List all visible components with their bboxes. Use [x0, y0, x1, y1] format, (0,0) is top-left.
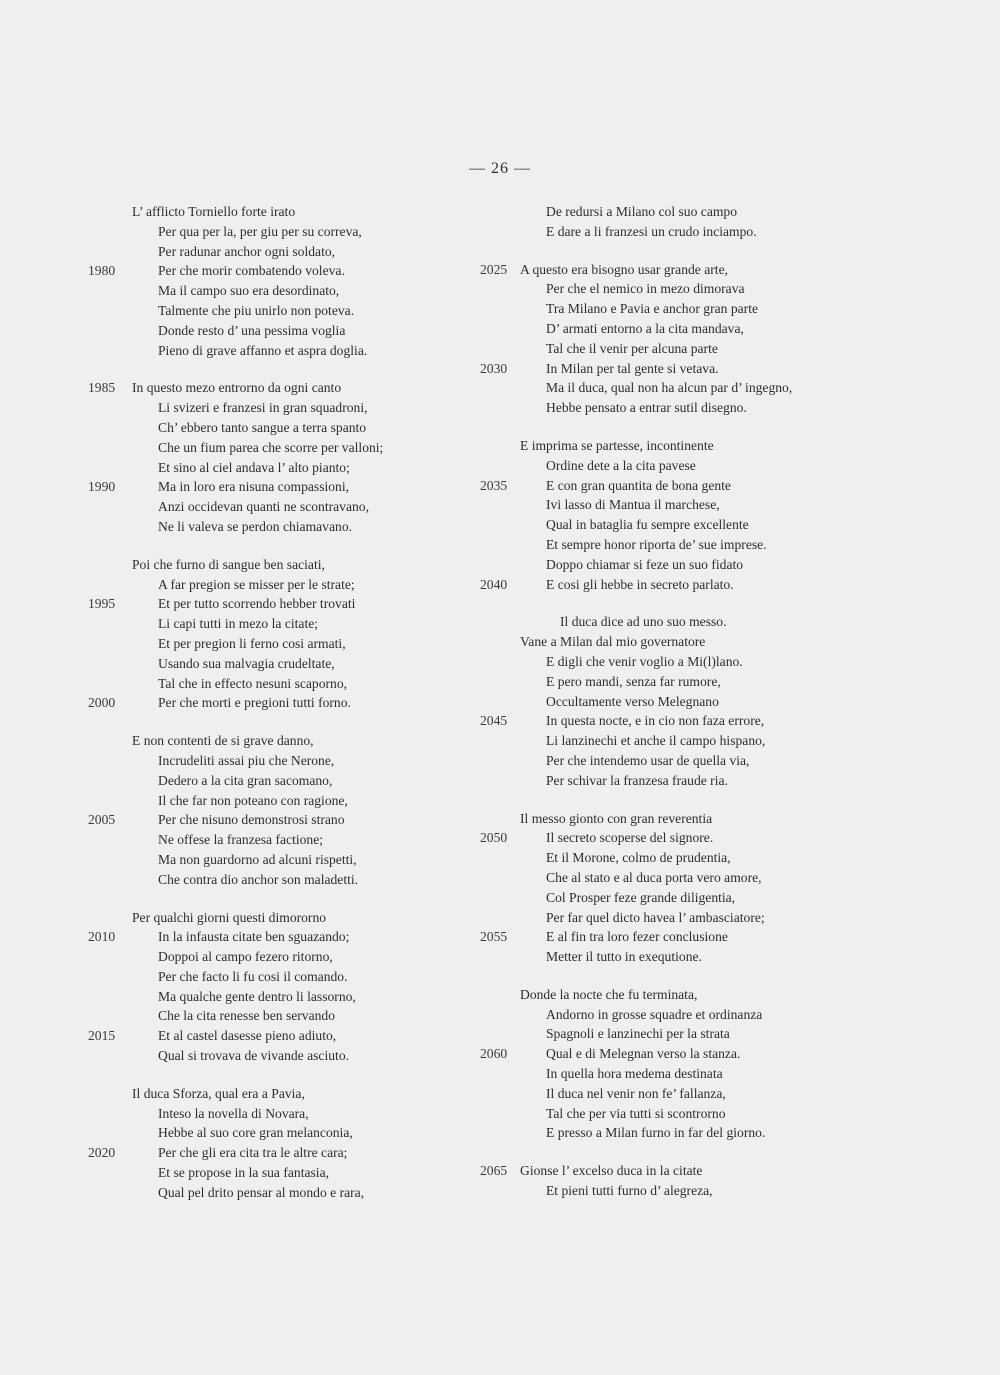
verse-text: In la infausta citate ben sguazando; — [158, 929, 350, 945]
line-number: 2040 — [480, 576, 508, 592]
verse-text: Metter il tutto in exequtione. — [546, 949, 702, 965]
verse-line — [520, 751, 860, 771]
line-number: 2045 — [480, 713, 508, 729]
verse-line — [520, 632, 860, 652]
line-number: 1980 — [88, 263, 116, 279]
verse-text: Et al castel dasesse pieno adiuto, — [158, 1028, 337, 1044]
line-number: 2060 — [480, 1046, 508, 1062]
line-number: 2050 — [480, 830, 508, 846]
verse-line — [132, 202, 462, 222]
verse-line — [520, 398, 860, 418]
verse-text: In questo mezo entrorno da ogni canto — [132, 380, 342, 396]
verse-line — [132, 1046, 462, 1066]
verse-text: Inteso la novella di Novara, — [158, 1105, 309, 1121]
verse-text: Il duca nel venir non fe’ fallanza, — [546, 1085, 726, 1101]
verse-text: Per qualchi giorni questi dimororno — [132, 909, 327, 925]
line-number: 2035 — [480, 477, 508, 493]
verse-line — [88, 1143, 462, 1163]
line-number: 2065 — [480, 1163, 508, 1179]
verse-text: Che la cita renesse ben servando — [158, 1008, 336, 1024]
stanza — [88, 1084, 462, 1203]
verse-line — [520, 339, 860, 359]
verse-line — [88, 477, 462, 497]
verse-line — [132, 987, 462, 1007]
verse-text: E con gran quantita de bona gente — [546, 477, 731, 493]
verse-line — [132, 791, 462, 811]
verse-line — [480, 1044, 860, 1064]
line-number: 2055 — [480, 929, 508, 945]
stanza — [480, 809, 860, 967]
verse-line — [132, 242, 462, 262]
verse-line — [480, 1161, 860, 1181]
verse-line — [520, 222, 860, 242]
line-number: 2025 — [480, 261, 508, 277]
verse-line — [132, 497, 462, 517]
verse-text: Che contra dio anchor son maladetti. — [158, 871, 359, 887]
verse-text: Hebbe pensato a entrar sutil disegno. — [546, 400, 747, 416]
verse-line — [520, 555, 860, 575]
verse-text: Vane a Milan dal mio governatore — [520, 634, 706, 650]
verse-line — [520, 908, 860, 928]
verse-line — [520, 652, 860, 672]
verse-text: Et per pregion li ferno cosi armati, — [158, 635, 346, 651]
verse-text: Per che morti e pregioni tutti forno. — [158, 695, 351, 711]
verse-line — [480, 359, 860, 379]
verse-text: Spagnoli e lanzinechi per la strata — [546, 1026, 730, 1042]
stanza — [88, 378, 462, 536]
verse-text: Qual si trovava de vivande asciuto. — [158, 1048, 350, 1064]
verse-line — [132, 222, 462, 242]
verse-line — [132, 398, 462, 418]
verse-line — [520, 771, 860, 791]
verse-text: Per che el nemico in mezo dimorava — [546, 281, 745, 297]
verse-line — [132, 830, 462, 850]
verse-line — [132, 674, 462, 694]
stanza — [480, 260, 860, 418]
verse-line — [520, 947, 860, 967]
verse-text: Hebbe al suo core gran melanconia, — [158, 1125, 353, 1141]
verse-text: Per radunar anchor ogni soldato, — [158, 243, 336, 259]
verse-line — [88, 810, 462, 830]
verse-text: Et per tutto scorrendo hebber trovati — [158, 596, 356, 612]
stanza — [88, 555, 462, 713]
verse-text: Tra Milano e Pavia e anchor gran parte — [546, 301, 759, 317]
verse-text: Per che morir combatendo voleva. — [158, 263, 345, 279]
verse-text: Donde resto d’ una pessima voglia — [158, 322, 346, 338]
verse-line — [132, 1006, 462, 1026]
verse-line — [520, 1181, 860, 1201]
verse-text: Ch’ ebbero tanto sangue a terra spanto — [158, 419, 367, 435]
verse-line — [88, 261, 462, 281]
verse-text: Per che gli era cita tra le altre cara; — [158, 1145, 348, 1161]
verse-line — [132, 614, 462, 634]
verse-text: Per che facto li fu cosi il comando. — [158, 968, 348, 984]
verse-text: Et se propose in la sua fantasia, — [158, 1165, 330, 1181]
stanza — [88, 731, 462, 889]
verse-text: Il secreto scoperse del signore. — [546, 830, 714, 846]
stanza — [480, 436, 860, 594]
verse-text: Ma il duca, qual non ha alcun par d’ ingegno, — [546, 380, 793, 396]
verse-text: Il duca Sforza, qual era a Pavia, — [132, 1085, 305, 1101]
stanza — [88, 908, 462, 1066]
verse-text: Ordine dete a la cita pavese — [546, 457, 696, 473]
verse-line — [520, 692, 860, 712]
verse-line — [132, 850, 462, 870]
verse-text: Et sempre honor riporta de’ sue imprese. — [546, 536, 767, 552]
verse-text: Ma il campo suo era desordinato, — [158, 283, 340, 299]
verse-text: A far pregion se misser per le strate; — [158, 576, 355, 592]
verse-text: E presso a Milan furno in far del giorno. — [546, 1125, 766, 1141]
right-column — [480, 202, 860, 1219]
page-number: — 26 — — [469, 160, 531, 177]
verse-text: In Milan per tal gente si vetava. — [546, 360, 719, 376]
verse-line — [132, 458, 462, 478]
verse-line — [520, 888, 860, 908]
verse-text: Et il Morone, colmo de prudentia, — [546, 850, 731, 866]
line-number: 2020 — [88, 1145, 116, 1161]
verse-line — [480, 711, 860, 731]
verse-line — [480, 828, 860, 848]
stanza — [480, 1161, 860, 1201]
verse-line — [480, 927, 860, 947]
verse-line — [132, 1084, 462, 1104]
verse-text: E imprima se partesse, incontinente — [520, 437, 714, 453]
line-number: 2015 — [88, 1028, 116, 1044]
verse-text: Et pieni tutti furno d’ alegreza, — [546, 1183, 713, 1199]
verse-line — [520, 1084, 860, 1104]
verse-text: Andorno in grosse squadre et ordinanza — [546, 1006, 763, 1022]
verse-text: Qual in bataglia fu sempre excellente — [546, 517, 749, 533]
verse-text: Tal che in effecto nesuni scaporno, — [158, 675, 348, 691]
verse-line — [520, 809, 860, 829]
verse-text: L’ afflicto Torniello forte irato — [132, 204, 296, 219]
verse-line — [520, 1064, 860, 1084]
stanza — [480, 985, 860, 1143]
verse-text: Anzi occidevan quanti ne scontravano, — [158, 499, 370, 515]
verse-text: E digli che venir voglio a Mi(l)lano. — [546, 653, 743, 669]
verse-line — [520, 868, 860, 888]
verse-text: Incrudeliti assai piu che Nerone, — [158, 752, 335, 768]
line-number: 2005 — [88, 812, 116, 828]
verse-line — [88, 594, 462, 614]
line-number: 2030 — [480, 360, 508, 376]
verse-text: Li lanzinechi et anche il campo hispano, — [546, 733, 766, 749]
verse-text: Li svizeri e franzesi in gran squadroni, — [158, 400, 368, 416]
left-column — [88, 202, 462, 1221]
verse-line — [132, 555, 462, 575]
verse-line — [88, 1026, 462, 1046]
line-number: 1985 — [88, 380, 116, 396]
verse-line — [132, 1183, 462, 1203]
verse-line — [132, 301, 462, 321]
verse-line — [520, 495, 860, 515]
verse-text: Per che nisuno demonstrosi strano — [158, 812, 345, 828]
verse-text: Il messo gionto con gran reverentia — [520, 810, 713, 826]
verse-line — [132, 321, 462, 341]
verse-text: Ne li valeva se perdon chiamavano. — [158, 518, 353, 534]
verse-line — [132, 634, 462, 654]
verse-line — [132, 341, 462, 361]
verse-line — [520, 1104, 860, 1124]
verse-text: E cosi gli hebbe in secreto parlato. — [546, 576, 734, 592]
verse-text: D’ armati entorno a la cita mandava, — [546, 320, 744, 336]
verse-text: Tal che il venir per alcuna parte — [546, 340, 718, 356]
verse-text: Usando sua malvagia crudeltate, — [158, 655, 335, 671]
verse-text: E pero mandi, senza far rumore, — [546, 673, 721, 689]
verse-line — [88, 927, 462, 947]
verse-text: Per qua per la, per giu per su correva, — [158, 223, 362, 239]
verse-text: Ne offese la franzesa factione; — [158, 832, 324, 848]
verse-line — [132, 418, 462, 438]
verse-text: Doppoi al campo fezero ritorno, — [158, 949, 333, 965]
verse-text: Doppo chiamar si feze un suo fidato — [546, 556, 744, 572]
verse-line — [132, 517, 462, 537]
verse-line — [480, 260, 860, 280]
verse-text: E non contenti de si grave danno, — [132, 733, 314, 749]
verse-text: Che al stato e al duca porta vero amore, — [546, 869, 762, 885]
verse-line — [132, 1163, 462, 1183]
verse-text: Pieno di grave affanno et aspra doglia. — [158, 342, 368, 358]
verse-text: Che un fium parea che scorre per valloni; — [158, 439, 384, 455]
verse-line — [520, 378, 860, 398]
verse-text: A questo era bisogno usar grande arte, — [520, 261, 728, 277]
verse-line — [132, 281, 462, 301]
verse-line — [520, 202, 860, 222]
verse-text: Per che intendemo usar de quella via, — [546, 752, 750, 768]
verse-text: Ma qualche gente dentro li lassorno, — [158, 988, 356, 1004]
verse-text: Col Prosper feze grande diligentia, — [546, 889, 736, 905]
verse-line — [132, 967, 462, 987]
verse-line — [520, 848, 860, 868]
verse-line — [132, 751, 462, 771]
verse-line — [132, 654, 462, 674]
verse-text: Tal che per via tutti si scontrorno — [546, 1105, 726, 1121]
verse-text: E al fin tra loro fezer conclusione — [546, 929, 728, 945]
verse-text: De redursi a Milano col suo campo — [546, 204, 738, 219]
verse-text: Per schivar la franzesa fraude ria. — [546, 772, 728, 788]
verse-line — [520, 731, 860, 751]
verse-line — [132, 438, 462, 458]
verse-text: Il che far non poteano con ragione, — [158, 792, 348, 808]
line-number: 1995 — [88, 596, 116, 612]
verse-line — [520, 436, 860, 456]
line-number: 1990 — [88, 479, 116, 495]
verse-line — [520, 985, 860, 1005]
stanza — [520, 202, 860, 242]
verse-line — [520, 299, 860, 319]
verse-text: Poi che furno di sangue ben saciati, — [132, 556, 325, 572]
verse-line — [520, 1123, 860, 1143]
verse-line — [480, 476, 860, 496]
line-number: 2000 — [88, 695, 116, 711]
verse-line — [520, 319, 860, 339]
verse-line — [132, 908, 462, 928]
stanza-heading: Il duca dice ad uno suo messo. — [560, 614, 727, 630]
verse-line — [520, 1024, 860, 1044]
verse-text: Dedero a la cita gran sacomano, — [158, 772, 333, 788]
verse-line — [88, 693, 462, 713]
line-number: 2010 — [88, 929, 116, 945]
verse-line — [132, 731, 462, 751]
verse-text: Et sino al ciel andava l’ alto pianto; — [158, 459, 350, 475]
verse-text: Donde la nocte che fu terminata, — [520, 986, 698, 1002]
stanza — [480, 612, 860, 790]
verse-text: Ivi lasso di Mantua il marchese, — [546, 497, 720, 513]
verse-line — [520, 456, 860, 476]
verse-line — [132, 771, 462, 791]
verse-text: In questa nocte, e in cio non faza errore, — [546, 713, 765, 729]
verse-line — [520, 672, 860, 692]
verse-line — [132, 1123, 462, 1143]
verse-text: Gionse l’ excelso duca in la citate — [520, 1163, 703, 1179]
verse-line — [520, 515, 860, 535]
verse-text: Occultamente verso Melegnano — [546, 693, 719, 709]
verse-line — [132, 575, 462, 595]
verse-text: Ma in loro era nisuna compassioni, — [158, 479, 350, 495]
verse-text: Qual pel drito pensar al mondo e rara, — [158, 1184, 365, 1200]
verse-text: Talmente che piu unirlo non poteva. — [158, 302, 355, 318]
stanza — [88, 202, 462, 360]
verse-text: Qual e di Melegnan verso la stanza. — [546, 1046, 741, 1062]
verse-line — [132, 1104, 462, 1124]
verse-text: Ma non guardorno ad alcuni rispetti, — [158, 851, 357, 867]
verse-text: Per far quel dicto havea l’ ambasciatore; — [546, 909, 765, 925]
verse-line — [520, 279, 860, 299]
verse-line — [88, 378, 462, 398]
verse-line — [520, 535, 860, 555]
verse-line — [132, 947, 462, 967]
verse-line — [520, 1005, 860, 1025]
verse-line — [132, 870, 462, 890]
verse-text: In quella hora medema destinata — [546, 1066, 723, 1082]
verse-line — [480, 575, 860, 595]
verse-text: E dare a li franzesi un crudo inciampo. — [546, 223, 757, 239]
verse-text: Li capi tutti in mezo la citate; — [158, 616, 319, 632]
